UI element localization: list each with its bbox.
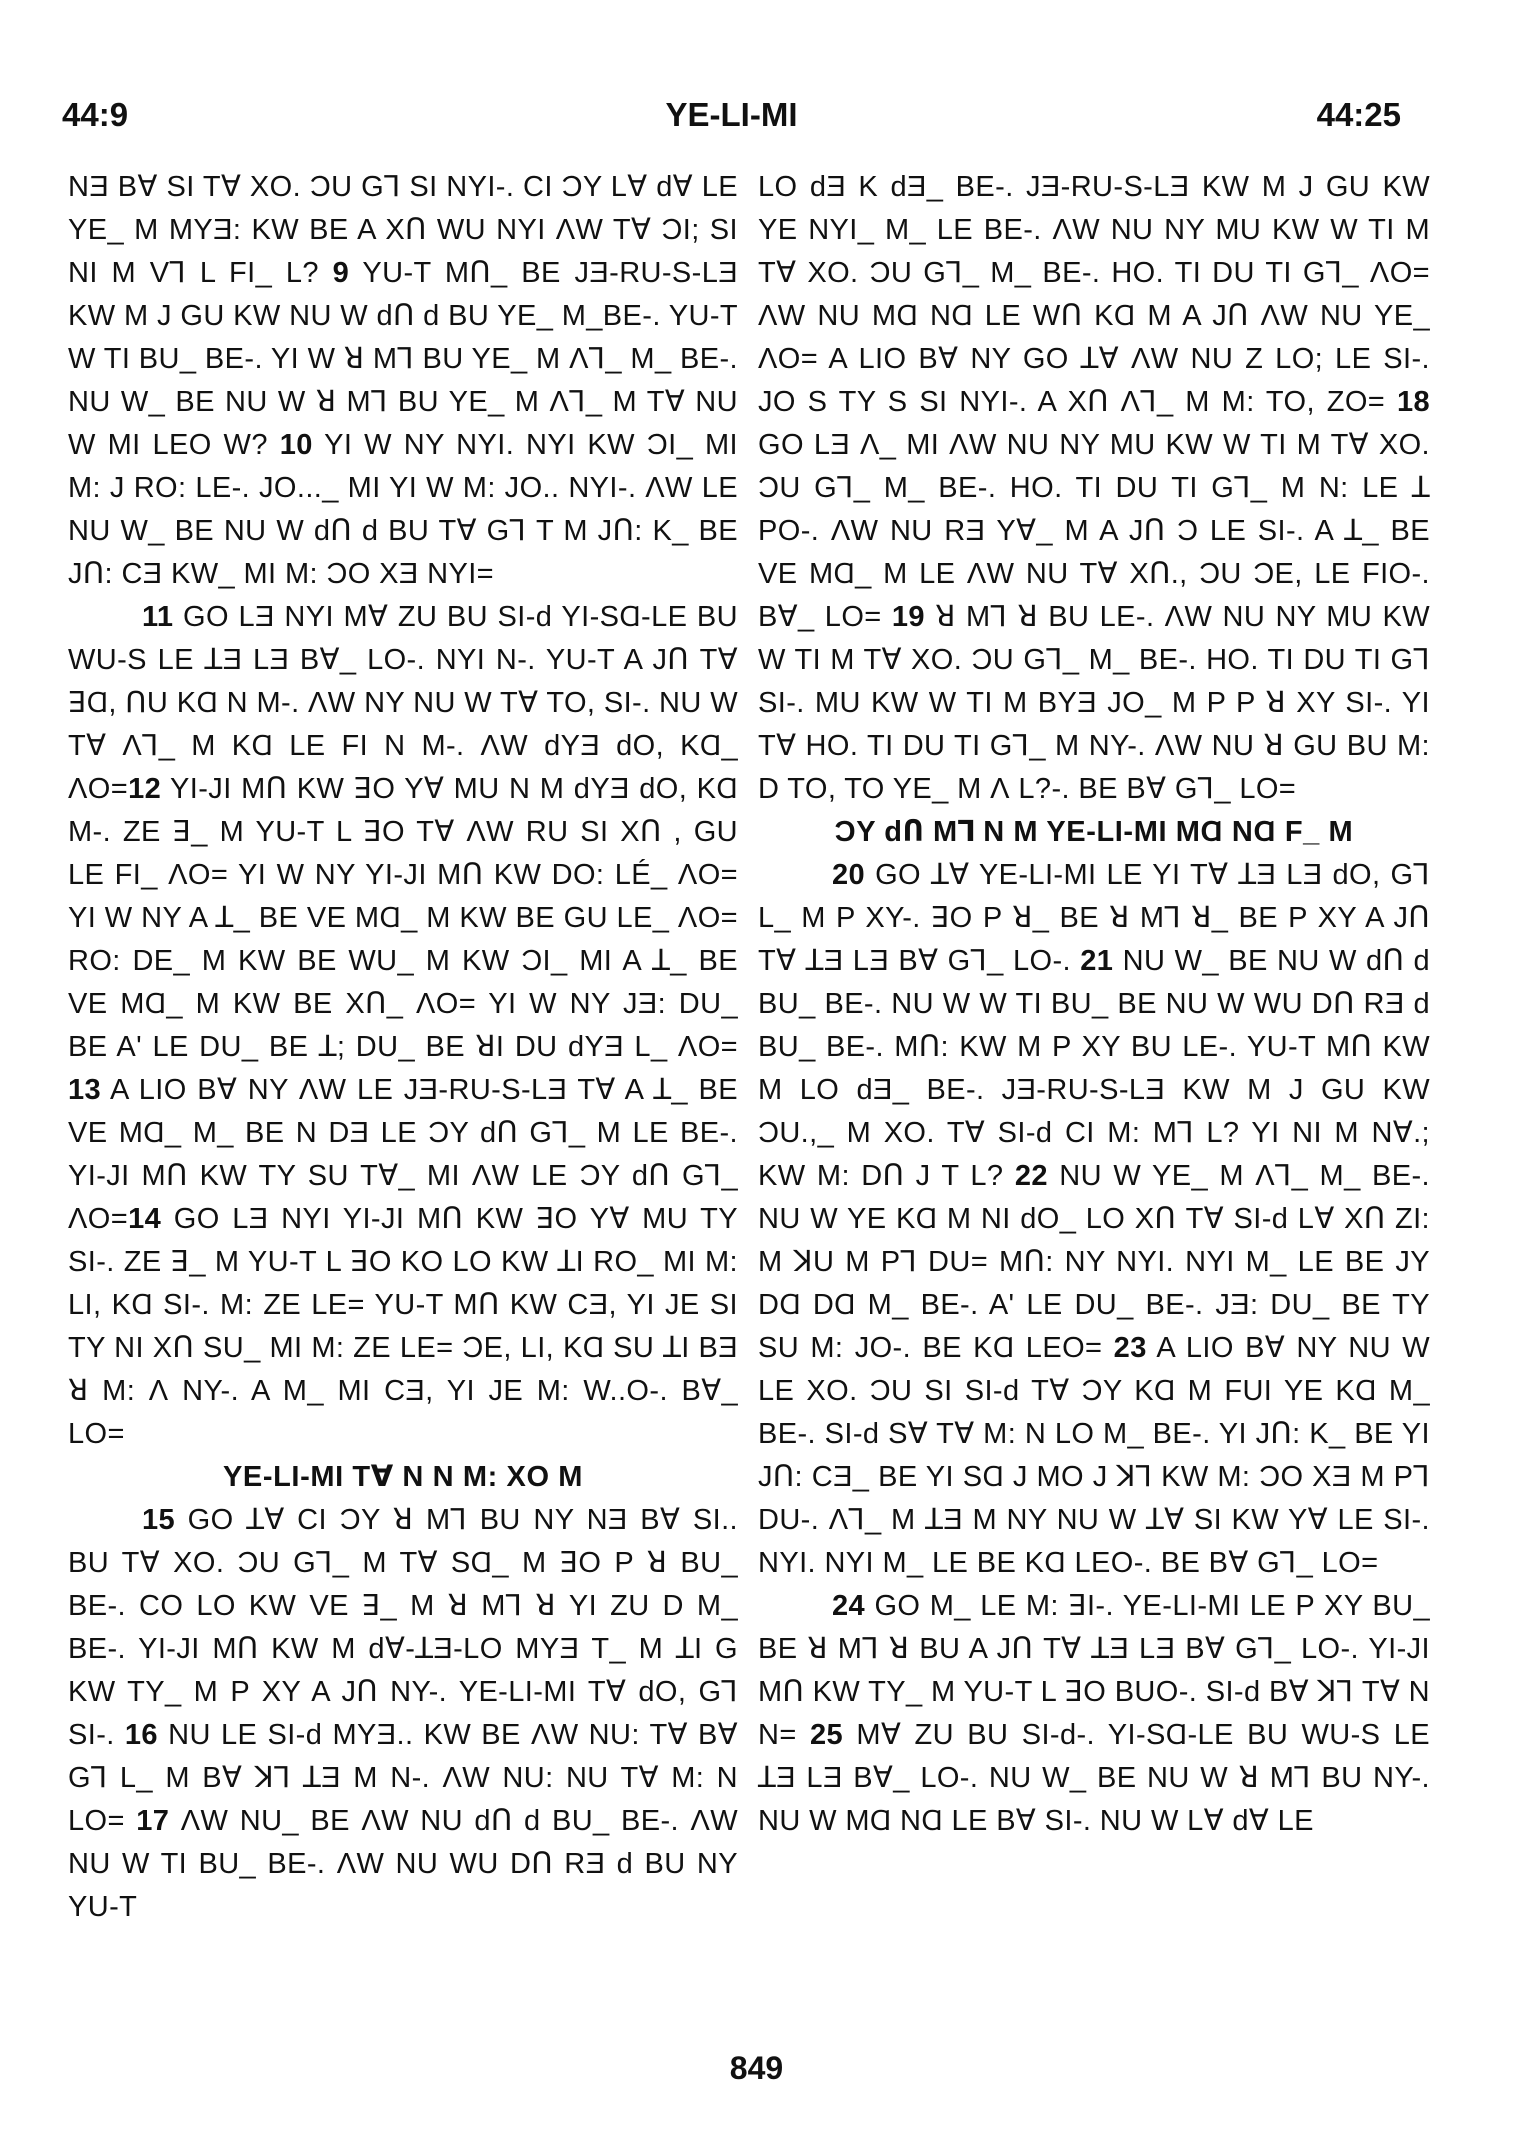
- verse-number: 15: [142, 1504, 176, 1536]
- verse-number: 14: [128, 1203, 162, 1235]
- verse-number: 11: [142, 601, 174, 633]
- verse-number: 21: [1080, 945, 1114, 977]
- verse-text: YI-JI MՈ KW ꓱO YⱯ MU N M dYƎ dO, KⱭ M-. ZE ꓱ_ M YU-T L ꓱO TⱯ ɅW RU SI XՈ , GU LE FI_ ɅO= YI W NY YI-JI MՈ KW DO: LÉ_ ɅO= YI W NY A ꓕ_ BE VE MⱭ_ M KW BE GU LE_ ɅO= RO: DE_ M KW BE WU_ M KW ƆI_ MI A ꓕ_ BE VE MⱭ_ M KW BE XՈ_ ɅO= YI W NY JƎ: DU_ BE A' LE DU_ BE ꓕ; DU_ BE ꓤI DU dYƎ L_ ɅO=: [68, 773, 738, 1063]
- verse-text: ɅW NU_ BE ɅW NU dՈ d BU_ BE-. ɅW NU W TI BU_ BE-. ɅW NU WU DՈ RƎ d BU NY YU-T: [68, 1805, 738, 1923]
- heading-text: YE-LI-MI TⱯ N N M: XO M: [222, 1461, 584, 1493]
- verse-text: GO M_ LE M: ꓱI-. YE-LI-MI LE P XY BU_ BE ꓤ Mꓶ ꓤ BU A JՈ TⱯ ꓕƎ LƎ BⱯ Gꓶ_ LO-. YI-JI MՈ KW TY_ M YU-T L ꓱO BUO-. SI-d BⱯ ꓘꓶ TⱯ N N=: [758, 1590, 1430, 1751]
- verse-text: GO LƎ NYI MⱯ ZU BU SI-d YI-SⱭ-LE BU WU-S LE ꓕƎ LƎ BⱯ_ LO-. NYI N-. YU-T A JՈ TⱯ ꓱⱭ, ꓵU KⱭ N M-. ɅW NY NU W TⱯ TO, SI-. NU W TⱯ Ʌꓶ_ M KⱭ LE FI N M-. ɅW dYƎ dO, KⱭ_ ɅO=: [68, 601, 738, 805]
- page-number: 849: [729, 2050, 784, 2086]
- header-reference-start: 44:9: [62, 96, 129, 133]
- verse-text: MⱯ ZU BU SI-d-. YI-SⱭ-LE BU WU-S LE ꓕƎ LƎ BⱯ_ LO-. NU W_ BE NU W ꓤ Mꓶ BU NY-. NU W MⱭ NⱭ LE BⱯ SI-. NU W LⱯ dⱯ LE: [758, 1719, 1431, 1837]
- paragraph: [758, 854, 1430, 1585]
- verse-text: NƎ BⱯ SI TⱯ XO. ƆU Gꓶ SI NYI-. CI ƆY LⱯ dⱯ LE YE_ M MYƎ: KW BE A XՈ WU NYI ɅW TⱯ ƆI; SI NI M Vꓶ L FI_ L?: [68, 171, 738, 289]
- verse-number: 24: [832, 1590, 866, 1622]
- verse-text: NU LE SI-d MYƎ.. KW BE ɅW NU: TⱯ BⱯ Gꓶ L_ M BⱯ ꓘꓶ ꓕƎ M N-. ɅW NU: NU TⱯ M: N LO=: [68, 1719, 738, 1837]
- verse-number: 19: [891, 601, 925, 633]
- verse-number: 23: [1113, 1332, 1147, 1364]
- verse-text: NU W_ BE NU W dՈ d BU_ BE-. NU W W TI BU_ BE NU W WU DՈ RƎ d BU_ BE-. MՈ: KW M P XY BU LE-. YU-T MՈ KW M LO dƎ_ BE-. JƎ-RU-S-LƎ KW M J GU KW ƆU.,_ M XO. TⱯ SI-d CI M: Mꓶ L? YI NI M NⱯ.; KW M: DՈ J T L?: [758, 945, 1431, 1192]
- verse-number: 10: [279, 429, 313, 461]
- section-heading: [758, 811, 1430, 854]
- verse-text: GO LƎ NYI YI-JI MՈ KW ꓱO YⱯ MU TY SI-. ZE ꓱ_ M YU-T L ꓱO KO LO KW ꓕI RO_ MI M: LI, KⱭ SI-. M: ZE LE= YU-T MՈ KW CƎ, YI JE SI TY NI XՈ SU_ MI M: ZE LE= ƆE, LI, KⱭ SU ꓕI BƎ ꓤ M: Ʌ NY-. A M_ MI CƎ, YI JE M: W..O-. BⱯ_ LO=: [68, 1203, 738, 1450]
- verse-text: NU W YE_ M Ʌꓶ_ M_ BE-. NU W YE KⱭ M NI dO_ LO XՈ TⱯ SI-d LⱯ XՈ ZI: M ꓘU M Pꓶ DU= MՈ: NY NYI. NYI M_ LE BE JY DⱭ DⱭ M_ BE-. A' LE DU_ BE-. JƎ: DU_ BE TY SU M: JO-. BE KⱭ LEO=: [758, 1160, 1430, 1364]
- verse-number: 18: [1396, 386, 1430, 418]
- verse-number: 9: [332, 257, 350, 289]
- running-header: [62, 96, 1401, 144]
- verse-number: 13: [68, 1074, 102, 1106]
- verse-text: GO ꓕⱯ CI ƆY ꓤ Mꓶ BU NY NƎ BⱯ SI.. BU TⱯ XO. ƆU Gꓶ_ M TⱯ SⱭ_ M ꓱO P ꓤ BU_ BE-. CO LO KW VE ꓱ_ M ꓤ Mꓶ ꓤ YI ZU D M_ BE-. YI-JI MՈ KW M dⱯ-ꓕƎ-LO MYƎ T_ M ꓕI G KW TY_ M P XY A JՈ NY-. YE-LI-MI TⱯ dO, Gꓶ SI-.: [68, 1504, 738, 1751]
- paragraph: [68, 1499, 738, 1929]
- verse-text: A LIO BⱯ NY ɅW LE JƎ-RU-S-LƎ TⱯ A ꓕ_ BE VE MⱭ_ M_ BE N DƎ LE ƆY dՈ Gꓶ_ M LE BE-. YI-JI MՈ KW TY SU TⱯ_ MI ɅW LE ƆY dՈ Gꓶ_ ɅO=: [68, 1074, 738, 1235]
- paragraph: [758, 166, 1430, 811]
- verse-number: 25: [810, 1719, 844, 1751]
- paragraph: [68, 596, 738, 1456]
- verse-number: 20: [832, 859, 866, 891]
- header-book-title: YE-LI-MI: [665, 96, 798, 133]
- verse-text: YU-T MՈ_ BE JƎ-RU-S-LƎ KW M J GU KW NU W dՈ d BU YE_ M_BE-. YU-T W TI BU_ BE-. YI W ꓤ Mꓶ BU YE_ M Ʌꓶ_ M_ BE-. NU W_ BE NU W ꓤ Mꓶ BU YE_ M Ʌꓶ_ M TⱯ NU W MI LEO W?: [68, 257, 739, 461]
- verse-text: GO LƎ Ʌ_ MI ɅW NU NY MU KW W TI M TⱯ XO. ƆU Gꓶ_ M_ BE-. HO. TI DU TI Gꓶ_ M N: LE ꓕ PO-. ɅW NU RƎ YⱯ_ M A JՈ Ɔ LE SI-. A ꓕ_ BE VE MⱭ_ M LE ɅW NU TⱯ XՈ., ƆU ƆE, LE FIO-. BⱯ_ LO=: [758, 429, 1430, 633]
- section-heading: [68, 1456, 738, 1499]
- left-column: [68, 166, 738, 1929]
- heading-text: ƆY dՈ Mꓶ N M YE-LI-MI MⱭ NⱭ F_ M: [834, 816, 1354, 848]
- header-reference-end: 44:25: [1316, 96, 1401, 133]
- verse-text: GO ꓕⱯ YE-LI-MI LE YI TⱯ ꓕƎ LƎ dO, Gꓶ L_ M P XY-. ꓱO P ꓤ_ BE ꓤ Mꓶ ꓤ_ BE P XY A JՈ TⱯ ꓕƎ LƎ BⱯ Gꓶ_ LO-.: [758, 859, 1430, 977]
- verse-text: YI W NY NYI. NYI KW ƆI_ MI M: J RO: LE-. JO..._ MI YI W M: JO.. NYI-. ɅW LE NU W_ BE NU W dՈ d BU TⱯ Gꓶ T M JՈ: K_ BE JՈ: CƎ KW_ MI M: ƆO XƎ NYI=: [68, 429, 738, 590]
- verse-number: 16: [124, 1719, 158, 1751]
- verse-number: 17: [136, 1805, 170, 1837]
- right-column: [758, 166, 1430, 1843]
- verse-text: A LIO BⱯ NY NU W LE XO. ƆU SI SI-d TⱯ ƆY KⱭ M FUI YE KⱭ M_ BE-. SI-d SⱯ TⱯ M: N LO M_ BE-. YI JՈ: K_ BE YI JՈ: CƎ_ BE YI SⱭ J MO J ꓘꓶ KW M: ƆO XƎ M Pꓶ DU-. Ʌꓶ_ M ꓕƎ M NY NU W ꓕⱯ SI KW YⱯ LE SI-. NYI. NYI M_ LE BE KⱭ LEO-. BE BⱯ Gꓶ_ LO=: [758, 1332, 1430, 1579]
- paragraph: [758, 1585, 1430, 1843]
- verse-text: ꓤ Mꓶ ꓤ BU LE-. ɅW NU NY MU KW W TI M TⱯ XO. ƆU Gꓶ_ M_ BE-. HO. TI DU TI Gꓶ SI-. MU KW W TI M BYƎ JO_ M P P ꓤ XY SI-. YI TⱯ HO. TI DU TI Gꓶ_ M NY-. ɅW NU ꓤ GU BU M: D TO, TO YE_ M Ʌ L?-. BE BⱯ Gꓶ_ LO=: [758, 601, 1430, 805]
- verse-number: 22: [1014, 1160, 1048, 1192]
- verse-number: 12: [128, 773, 162, 805]
- verse-text: LO dƎ K dƎ_ BE-. JƎ-RU-S-LƎ KW M J GU KW YE NYI_ M_ LE BE-. ɅW NU NY MU KW W TI M TⱯ XO. ƆU Gꓶ_ M_ BE-. HO. TI DU TI Gꓶ_ ɅO= ɅW NU MⱭ NⱭ LE WՈ KⱭ M A JՈ ɅW NU YE_ ɅO= A LIO BⱯ NY GO ꓕⱯ ɅW NU Z LO; LE SI-. JO S TY S SI NYI-. A XՈ Ʌꓶ_ M M: TO, ZO=: [758, 171, 1430, 418]
- paragraph: [68, 166, 738, 596]
